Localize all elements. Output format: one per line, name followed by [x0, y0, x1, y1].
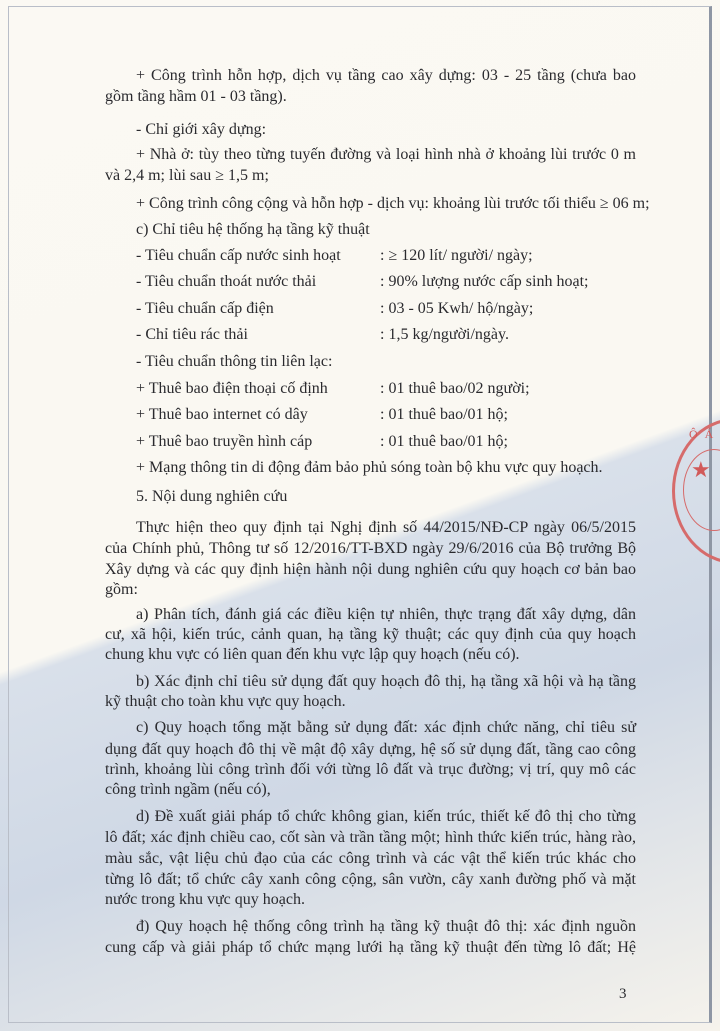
line-text: a) Phân tích, đánh giá các điều kiện tự nhiên, thực trạng đất xây dựng, dân — [136, 606, 636, 623]
line-text: d) Đề xuất giải pháp tổ chức không gian, kiến trúc, thiết kế đô thị cho từng — [136, 808, 636, 825]
text-line — [136, 379, 328, 399]
line-text: chung khu vực có liên quan đến khu vực lập quy hoạch (nếu có). — [105, 646, 520, 663]
text-line — [105, 760, 636, 780]
line-text: Thực hiện theo quy định tại Nghị định số 44/2015/NĐ-CP ngày 06/5/2015 — [136, 519, 636, 536]
text-line — [136, 246, 341, 266]
line-text: + Mạng thông tin di động đảm bảo phủ sóng toàn bộ khu vực quy hoạch. — [136, 459, 603, 476]
line-text: của Chính phủ, Thông tư số 12/2016/TT-BXD ngày 29/6/2016 của Bộ trưởng Bộ — [105, 540, 636, 557]
line-text: 5. Nội dung nghiên cứu — [136, 488, 288, 505]
text-line — [105, 849, 636, 869]
line-text: dụng đất quy hoạch đô thị về mật độ xây dựng, hệ số sử dụng đất, tầng cao công — [105, 741, 636, 758]
line-value: : 1,5 kg/người/ngày. — [380, 326, 509, 343]
line-text: cư, xã hội, kiến trúc, cảnh quan, hạ tầng kỹ thuật; các quy định của quy hoạch — [105, 626, 636, 643]
line-text: cung cấp và giải pháp tổ chức mạng lưới hạ tầng kỹ thuật đến từng lô đất; Hệ — [105, 939, 636, 956]
text-line — [136, 605, 636, 625]
text-line — [105, 828, 636, 848]
text-line — [105, 780, 271, 800]
line-text: từng lô đất; tổ chức cây xanh công cộng, sân vườn, cây xanh đường phố và mặt — [105, 871, 636, 888]
line-value: : 90% lượng nước cấp sinh hoạt; — [380, 273, 589, 290]
text-line — [105, 625, 636, 645]
line-text: lô đất; xác định chiều cao, cốt sàn và trần tầng một; hình thức kiến trúc, hàng rào, — [105, 829, 636, 846]
text-line — [105, 560, 636, 580]
text-line — [136, 518, 636, 538]
line-text: gồm: — [105, 581, 138, 598]
text-line — [105, 938, 636, 958]
text-line — [136, 352, 332, 372]
line-value: : 01 thuê bao/01 hộ; — [380, 433, 508, 450]
text-line — [136, 458, 603, 478]
line-value: : 01 thuê bao/02 người; — [380, 380, 530, 397]
line-text: - Tiêu chuẩn thông tin liên lạc: — [136, 353, 333, 370]
line-text: màu sắc, vật liệu chủ đạo của các công trình và các vật thể kiến trúc khác cho — [105, 850, 636, 867]
line-text: Xây dựng và các quy định hiện hành nội dung nghiên cứu quy hoạch cơ bản bao — [105, 561, 636, 578]
line-text: - Chỉ tiêu rác thải — [136, 326, 248, 343]
text-line — [105, 87, 287, 107]
text-line — [136, 405, 308, 425]
text-line — [136, 145, 636, 165]
text-line — [105, 539, 636, 559]
line-text: c) Quy hoạch tổng mặt bằng sử dụng đất: xác định chức năng, chỉ tiêu sử — [136, 719, 636, 736]
text-line — [136, 917, 636, 937]
line-text: đ) Quy hoạch hệ thống công trình hạ tầng kỹ thuật đô thị: xác định nguồn — [136, 918, 636, 935]
text-line — [136, 120, 266, 140]
line-value: : ≥ 120 lít/ người/ ngày; — [380, 247, 533, 264]
text-line — [136, 718, 636, 738]
text-line — [136, 807, 636, 827]
text-line — [105, 692, 346, 712]
line-value: : 03 - 05 Kwh/ hộ/ngày; — [380, 300, 534, 317]
text-line — [105, 645, 520, 665]
line-text: trình, khoảng lùi công trình đối với từng lô đất và trục đường; vị trí, quy mô các — [105, 761, 636, 778]
line-text: nước trong khu vực quy hoạch. — [105, 891, 305, 908]
text-line — [136, 432, 312, 452]
line-text: + Công trình công cộng và hỗn hợp - dịch vụ: khoảng lùi trước tối thiểu ≥ 06 m; — [136, 195, 650, 212]
line-text: - Chỉ giới xây dựng: — [136, 121, 267, 138]
text-line — [105, 870, 636, 890]
line-text: + Nhà ở: tùy theo từng tuyến đường và loại hình nhà ở khoảng lùi trước 0 m — [136, 146, 636, 163]
line-text: - Tiêu chuẩn cấp điện — [136, 300, 274, 317]
line-text: kỹ thuật cho toàn khu vực quy hoạch. — [105, 693, 346, 710]
line-text: b) Xác định chỉ tiêu sử dụng đất quy hoạch đô thị, hạ tầng xã hội và hạ tầng — [136, 673, 636, 690]
line-text: và 2,4 m; lùi sau ≥ 1,5 m; — [105, 167, 269, 184]
line-text: + Thuê bao điện thoại cố định — [136, 380, 328, 397]
line-text: + Thuê bao truyền hình cáp — [136, 433, 313, 450]
text-line — [136, 299, 274, 319]
text-line — [136, 272, 316, 292]
text-line — [105, 740, 636, 760]
text-line — [136, 325, 248, 345]
line-text: c) Chỉ tiêu hệ thống hạ tầng kỹ thuật — [136, 221, 370, 238]
text-line — [136, 194, 650, 214]
seal-text: Ô Á — [689, 427, 716, 441]
line-text: - Tiêu chuẩn thoát nước thải — [136, 273, 317, 290]
star-icon: ★ — [691, 457, 711, 482]
text-line — [136, 220, 370, 240]
text-line — [136, 672, 636, 692]
line-text: gồm tầng hầm 01 - 03 tầng). — [105, 88, 287, 105]
text-line — [105, 580, 138, 600]
line-value: : 01 thuê bao/01 hộ; — [380, 406, 508, 423]
line-text: - Tiêu chuẩn cấp nước sinh hoạt — [136, 247, 341, 264]
line-text: + Thuê bao internet có dây — [136, 406, 308, 423]
line-text: công trình ngầm (nếu có), — [105, 781, 271, 798]
page-number: 3 — [619, 986, 627, 1002]
line-text: + Công trình hỗn hợp, dịch vụ tầng cao xây dựng: 03 - 25 tầng (chưa bao — [136, 67, 636, 84]
text-line — [105, 166, 269, 186]
text-line — [105, 890, 305, 910]
text-line — [136, 487, 287, 507]
text-line — [136, 66, 636, 86]
